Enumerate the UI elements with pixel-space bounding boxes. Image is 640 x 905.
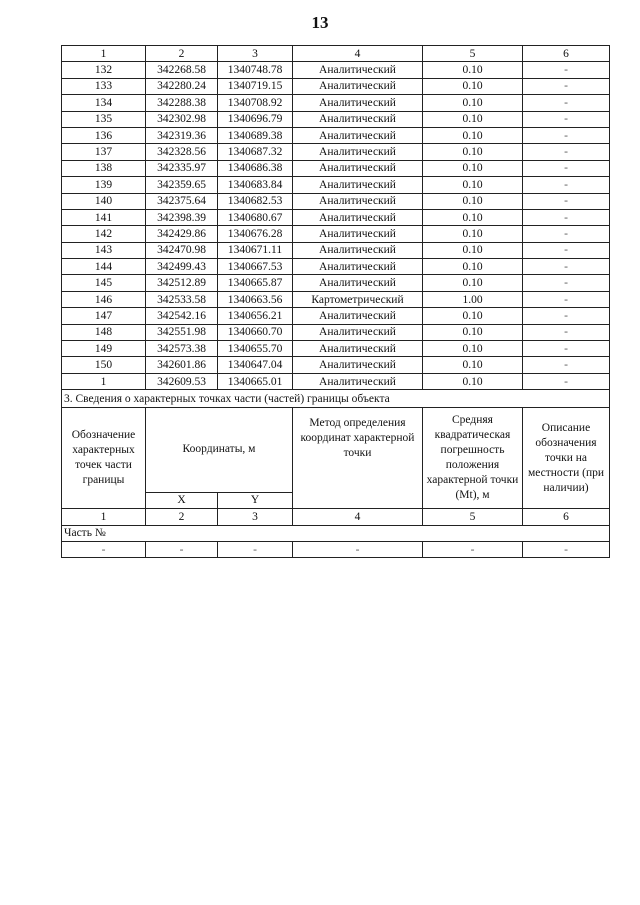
point-number-cell: 150 [62, 357, 146, 373]
table-row [62, 95, 610, 111]
point-number-cell: 145 [62, 275, 146, 291]
x-coordinate-cell: 342551.98 [146, 324, 218, 340]
method-cell: Аналитический [293, 308, 423, 324]
table-row [62, 226, 610, 242]
header-description: Описание обозначения точки на местности (при наличии) [523, 408, 610, 509]
x-coordinate-cell: 342288.38 [146, 95, 218, 111]
accuracy-cell: 0.10 [423, 209, 523, 225]
method-cell: Аналитический [293, 373, 423, 389]
table-row [62, 62, 610, 78]
method-cell: Аналитический [293, 62, 423, 78]
y-coordinate-cell: 1340665.87 [218, 275, 293, 291]
method-cell: Аналитический [293, 341, 423, 357]
description-cell: - [523, 111, 610, 127]
x-coordinate-cell: 342398.39 [146, 209, 218, 225]
point-number-cell: 149 [62, 341, 146, 357]
table-row [62, 127, 610, 143]
table-row [62, 177, 610, 193]
y-coordinate-cell: 1340687.32 [218, 144, 293, 160]
page-number: 13 [311, 13, 329, 32]
point-number-cell: 148 [62, 324, 146, 340]
method-cell: Аналитический [293, 324, 423, 340]
empty-cell: - [146, 541, 218, 557]
table-row [62, 78, 610, 94]
point-number-cell: 146 [62, 291, 146, 307]
column-number: 6 [523, 46, 610, 62]
description-cell: - [523, 160, 610, 176]
x-coordinate-cell: 342335.97 [146, 160, 218, 176]
description-cell: - [523, 259, 610, 275]
x-coordinate-cell: 342499.43 [146, 259, 218, 275]
y-coordinate-cell: 1340660.70 [218, 324, 293, 340]
point-number-cell: 139 [62, 177, 146, 193]
header-method: Метод определения координат характерной точки [293, 408, 423, 509]
table-row [62, 373, 610, 389]
column-number: 3 [218, 46, 293, 62]
empty-cell: - [423, 541, 523, 557]
accuracy-cell: 0.10 [423, 373, 523, 389]
accuracy-cell: 0.10 [423, 78, 523, 94]
method-cell: Аналитический [293, 95, 423, 111]
x-coordinate-cell: 342319.36 [146, 127, 218, 143]
table-row [62, 160, 610, 176]
accuracy-cell: 0.10 [423, 324, 523, 340]
method-cell: Аналитический [293, 226, 423, 242]
y-coordinate-cell: 1340676.28 [218, 226, 293, 242]
description-cell: - [523, 78, 610, 94]
table-row [62, 275, 610, 291]
method-cell: Аналитический [293, 357, 423, 373]
point-number-cell: 138 [62, 160, 146, 176]
x-coordinate-cell: 342302.98 [146, 111, 218, 127]
accuracy-cell: 0.10 [423, 111, 523, 127]
table-row [62, 341, 610, 357]
method-cell: Аналитический [293, 111, 423, 127]
table-row [62, 193, 610, 209]
column-number: 4 [293, 46, 423, 62]
section-header-row [62, 408, 610, 492]
description-cell: - [523, 209, 610, 225]
header-x: X [146, 492, 218, 509]
part-row [62, 525, 610, 541]
empty-cell: - [218, 541, 293, 557]
section-column-number-row [62, 509, 610, 525]
y-coordinate-cell: 1340647.04 [218, 357, 293, 373]
table-row [62, 324, 610, 340]
header-y: Y [218, 492, 293, 509]
x-coordinate-cell: 342359.65 [146, 177, 218, 193]
accuracy-cell: 0.10 [423, 177, 523, 193]
column-number: 4 [293, 509, 423, 525]
method-cell: Аналитический [293, 242, 423, 258]
point-number-cell: 133 [62, 78, 146, 94]
point-number-cell: 144 [62, 259, 146, 275]
accuracy-cell: 0.10 [423, 160, 523, 176]
y-coordinate-cell: 1340655.70 [218, 341, 293, 357]
empty-cell: - [293, 541, 423, 557]
accuracy-cell: 0.10 [423, 242, 523, 258]
point-number-cell: 141 [62, 209, 146, 225]
column-number-row [62, 46, 610, 62]
column-number: 6 [523, 509, 610, 525]
column-number: 1 [62, 509, 146, 525]
table-row [62, 259, 610, 275]
accuracy-cell: 0.10 [423, 144, 523, 160]
accuracy-cell: 0.10 [423, 226, 523, 242]
x-coordinate-cell: 342573.38 [146, 341, 218, 357]
method-cell: Аналитический [293, 275, 423, 291]
description-cell: - [523, 357, 610, 373]
accuracy-cell: 0.10 [423, 357, 523, 373]
description-cell: - [523, 144, 610, 160]
accuracy-cell: 0.10 [423, 341, 523, 357]
method-cell: Аналитический [293, 160, 423, 176]
y-coordinate-cell: 1340708.92 [218, 95, 293, 111]
part-label: Часть № [62, 525, 610, 541]
point-number-cell: 137 [62, 144, 146, 160]
column-number: 5 [423, 46, 523, 62]
y-coordinate-cell: 1340686.38 [218, 160, 293, 176]
accuracy-cell: 1.00 [423, 291, 523, 307]
description-cell: - [523, 373, 610, 389]
x-coordinate-cell: 342601.86 [146, 357, 218, 373]
y-coordinate-cell: 1340682.53 [218, 193, 293, 209]
point-number-cell: 147 [62, 308, 146, 324]
point-number-cell: 142 [62, 226, 146, 242]
x-coordinate-cell: 342429.86 [146, 226, 218, 242]
description-cell: - [523, 275, 610, 291]
table-row [62, 291, 610, 307]
column-number: 1 [62, 46, 146, 62]
point-number-cell: 143 [62, 242, 146, 258]
y-coordinate-cell: 1340696.79 [218, 111, 293, 127]
x-coordinate-cell: 342533.58 [146, 291, 218, 307]
description-cell: - [523, 291, 610, 307]
description-cell: - [523, 62, 610, 78]
boundary-points-table [61, 45, 610, 558]
method-cell: Аналитический [293, 127, 423, 143]
table-row [62, 357, 610, 373]
x-coordinate-cell: 342609.53 [146, 373, 218, 389]
empty-row [62, 541, 610, 557]
y-coordinate-cell: 1340663.56 [218, 291, 293, 307]
point-number-cell: 140 [62, 193, 146, 209]
x-coordinate-cell: 342280.24 [146, 78, 218, 94]
accuracy-cell: 0.10 [423, 275, 523, 291]
method-cell: Аналитический [293, 259, 423, 275]
accuracy-cell: 0.10 [423, 193, 523, 209]
accuracy-cell: 0.10 [423, 127, 523, 143]
y-coordinate-cell: 1340748.78 [218, 62, 293, 78]
table-row [62, 144, 610, 160]
accuracy-cell: 0.10 [423, 62, 523, 78]
point-number-cell: 135 [62, 111, 146, 127]
y-coordinate-cell: 1340689.38 [218, 127, 293, 143]
y-coordinate-cell: 1340671.11 [218, 242, 293, 258]
accuracy-cell: 0.10 [423, 308, 523, 324]
description-cell: - [523, 193, 610, 209]
description-cell: - [523, 308, 610, 324]
column-number: 5 [423, 509, 523, 525]
accuracy-cell: 0.10 [423, 259, 523, 275]
column-number: 2 [146, 509, 218, 525]
section-title-row [62, 390, 610, 408]
point-number-cell: 132 [62, 62, 146, 78]
y-coordinate-cell: 1340683.84 [218, 177, 293, 193]
accuracy-cell: 0.10 [423, 95, 523, 111]
method-cell: Аналитический [293, 177, 423, 193]
point-number-cell: 136 [62, 127, 146, 143]
description-cell: - [523, 324, 610, 340]
x-coordinate-cell: 342328.56 [146, 144, 218, 160]
y-coordinate-cell: 1340719.15 [218, 78, 293, 94]
table-row [62, 111, 610, 127]
x-coordinate-cell: 342268.58 [146, 62, 218, 78]
description-cell: - [523, 127, 610, 143]
description-cell: - [523, 177, 610, 193]
method-cell: Аналитический [293, 193, 423, 209]
x-coordinate-cell: 342375.64 [146, 193, 218, 209]
column-number: 2 [146, 46, 218, 62]
y-coordinate-cell: 1340665.01 [218, 373, 293, 389]
section-title: 3. Сведения о характерных точках части (частей) границы объекта [62, 390, 610, 408]
description-cell: - [523, 242, 610, 258]
x-coordinate-cell: 342470.98 [146, 242, 218, 258]
description-cell: - [523, 341, 610, 357]
empty-cell: - [62, 541, 146, 557]
method-cell: Аналитический [293, 78, 423, 94]
y-coordinate-cell: 1340667.53 [218, 259, 293, 275]
header-accuracy: Средняя квадратическая погрешность положения характерной точки (Mt), м [423, 408, 523, 509]
description-cell: - [523, 95, 610, 111]
method-cell: Картометрический [293, 291, 423, 307]
table-row [62, 242, 610, 258]
x-coordinate-cell: 342542.16 [146, 308, 218, 324]
point-number-cell: 1 [62, 373, 146, 389]
table-row [62, 308, 610, 324]
method-cell: Аналитический [293, 144, 423, 160]
table-row [62, 209, 610, 225]
column-number: 3 [218, 509, 293, 525]
description-cell: - [523, 226, 610, 242]
header-point-designation: Обозначение характерных точек части границы [62, 408, 146, 509]
y-coordinate-cell: 1340680.67 [218, 209, 293, 225]
point-number-cell: 134 [62, 95, 146, 111]
y-coordinate-cell: 1340656.21 [218, 308, 293, 324]
header-coordinates: Координаты, м [146, 408, 293, 492]
method-cell: Аналитический [293, 209, 423, 225]
x-coordinate-cell: 342512.89 [146, 275, 218, 291]
empty-cell: - [523, 541, 610, 557]
